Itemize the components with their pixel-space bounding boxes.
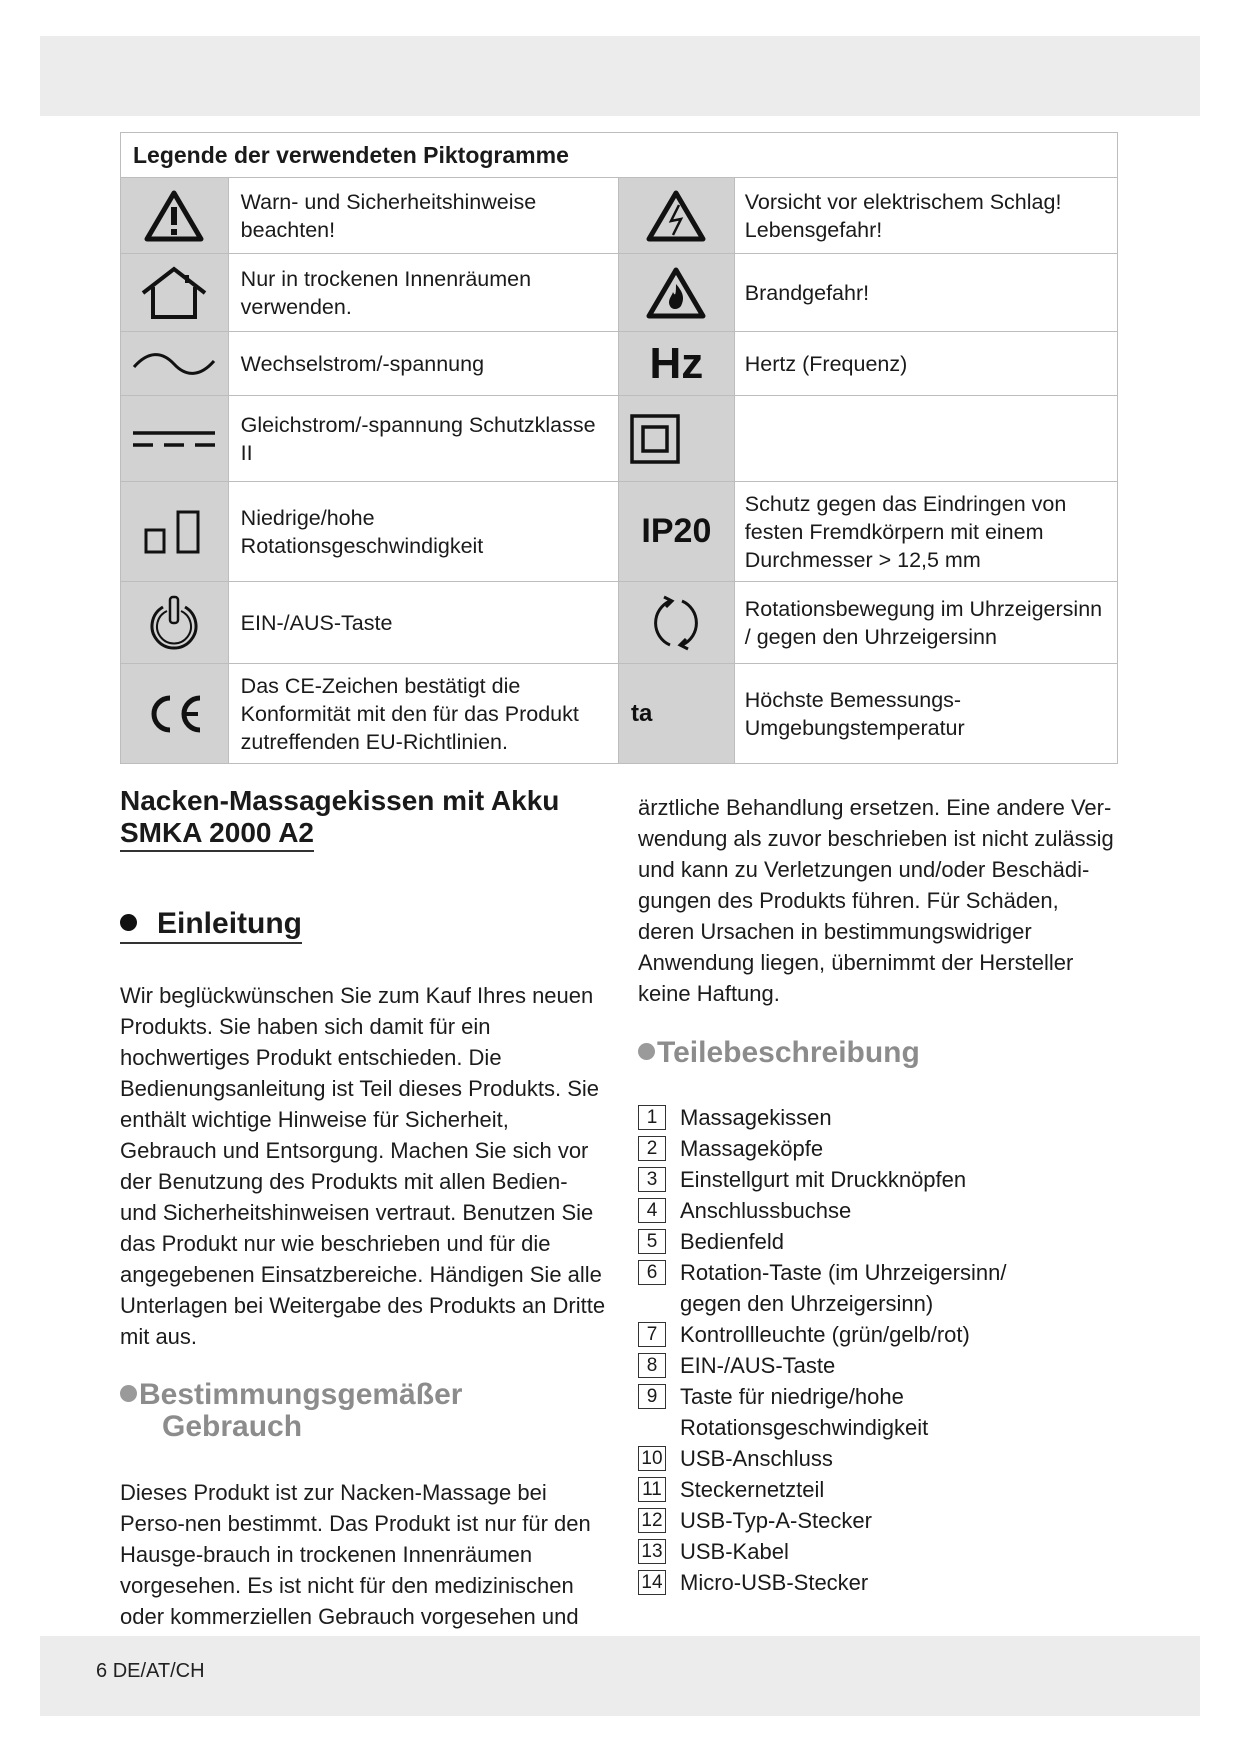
protection-class-ii-icon: [618, 396, 734, 482]
part-number: 9: [638, 1384, 666, 1409]
page-footer: [96, 1660, 205, 1683]
electric-shock-icon: [618, 178, 734, 254]
product-title-line1: Nacken-Massagekissen mit Akku: [120, 785, 560, 816]
legend-text: Rotationsbewegung im Uhrzeigersinn / gegen den Uhrzeigersinn: [734, 582, 1117, 664]
list-item: [638, 1319, 1118, 1350]
intended-use-paragraph-left: Dieses Produkt ist zur Nacken-Massage bei Perso-nen bestimmt. Das Produkt ist nur für den Hausge-brauch in trockenen Innenräumen vorgesehen. Es ist nicht für den medizinischen oder kommerziellen Gebrauch vorgesehen und: [120, 1480, 591, 1629]
legend-text: Warn- und Sicherheitshinweise beachten!: [228, 178, 618, 254]
part-label: USB-Typ-A-Stecker: [680, 1508, 872, 1533]
part-number: 4: [638, 1198, 666, 1223]
part-label: USB-Kabel: [680, 1539, 789, 1564]
ce-mark-icon: [121, 664, 229, 764]
list-item: [638, 1567, 1118, 1598]
legend-text: Das CE-Zeichen bestätigt die Konformität mit den für das Produkt zutreffenden EU-Richtlinien.: [228, 664, 618, 764]
part-number: 13: [638, 1539, 666, 1564]
list-item: [638, 1257, 1040, 1319]
part-label: Micro-USB-Stecker: [680, 1570, 869, 1595]
part-label: Massageköpfe: [680, 1136, 824, 1161]
legend-row: [121, 582, 1118, 664]
dc-icon: [121, 396, 229, 482]
part-label: Rotation-Taste (im Uhrzeigersinn/ gegen den Uhrzeigersinn): [680, 1260, 1007, 1316]
ta-symbol: [618, 664, 734, 764]
product-title: [120, 785, 559, 849]
page-number: 6: [96, 1660, 108, 1682]
part-number: 5: [638, 1229, 666, 1254]
power-icon: [121, 582, 229, 664]
ac-wave-icon: [121, 332, 229, 396]
house-icon: [121, 254, 229, 332]
part-number: 6: [638, 1260, 666, 1285]
product-title-line2: SMKA 2000 A2: [120, 817, 314, 852]
low-high-speed-icon: [121, 482, 229, 582]
part-number: 11: [638, 1477, 666, 1502]
legend-row: [121, 254, 1118, 332]
fire-hazard-icon: [618, 254, 734, 332]
legend-text: Höchste Bemessungs-Umgebungstemperatur: [734, 664, 1117, 764]
hz-symbol-text: Hz: [649, 338, 704, 388]
legend-text: Nur in trockenen Innenräumen verwenden.: [228, 254, 618, 332]
hz-symbol: [618, 332, 734, 396]
part-number: 10: [638, 1446, 666, 1471]
legend-title: Legende der verwendeten Piktogramme: [121, 133, 1118, 178]
part-number: 8: [638, 1353, 666, 1378]
part-label: USB-Anschluss: [680, 1446, 833, 1471]
part-number: 7: [638, 1322, 666, 1347]
part-label: Taste für niedrige/hohe Rotationsgeschwindigkeit: [680, 1384, 929, 1440]
list-item: [638, 1536, 1118, 1567]
list-item: [638, 1474, 1118, 1505]
legend-text: Niedrige/hohe Rotationsgeschwindigkeit: [228, 482, 618, 582]
pictogram-legend-table: [120, 132, 1118, 764]
part-number: 1: [638, 1105, 666, 1130]
legend-text: Vorsicht vor elektrischem Schlag! Lebensgefahr!: [734, 178, 1117, 254]
part-number: 14: [638, 1570, 666, 1595]
list-item: [638, 1102, 1118, 1133]
part-label: Einstellgurt mit Druckknöpfen: [680, 1167, 967, 1192]
list-item: [638, 1133, 1118, 1164]
bullet-icon: [120, 914, 137, 931]
parts-heading: [638, 1037, 920, 1069]
list-item: [638, 1443, 1118, 1474]
parts-heading-text: Teilebeschreibung: [657, 1036, 920, 1069]
legend-text: Gleichstrom/-spannung Schutzklasse II: [228, 396, 618, 482]
legend-text: Hertz (Frequenz): [734, 332, 1117, 396]
intended-use-heading-line2: Gebrauch: [162, 1410, 303, 1443]
part-label: Steckernetzteil: [680, 1477, 825, 1502]
ta-symbol-text: ta: [630, 699, 653, 727]
bullet-icon: [120, 1385, 137, 1402]
legend-row: [121, 482, 1118, 582]
legend-row: [121, 396, 1118, 482]
legend-text: Schutz gegen das Eindringen von festen Fremdkörpern mit einem Durchmesser > 12,5 mm: [734, 482, 1117, 582]
legend-text: [734, 396, 1117, 482]
list-item: [638, 1350, 1118, 1381]
legend-row: [121, 332, 1118, 396]
legend-header-row: [121, 133, 1118, 178]
footer-locale: DE/AT/CH: [112, 1660, 205, 1682]
list-item: [638, 1164, 1118, 1195]
intro-heading: [120, 908, 302, 940]
list-item: [638, 1505, 1118, 1536]
intro-paragraph: Wir beglückwünschen Sie zum Kauf Ihres neuen Produkts. Sie haben sich damit für ein hochwertiges Produkt entschieden. Die Bedienungsanleitung ist Teil dieses Produkts. Sie enthält wichtige Hinweise für Sicherheit, Gebrauch und Entsorgung. Machen Sie sich vor der Benutzung des Produkts mit allen Bedien- und Sicherheitshinweisen vertraut. Benutzen Sie das Produkt nur wie beschrieben und für die angegebenen Einsatzbereiche. Händigen Sie alle Unterlagen bei Weitergabe des Produkts an Dritte mit aus.: [120, 983, 606, 1349]
intended-use-heading: [120, 1379, 462, 1443]
part-number: 3: [638, 1167, 666, 1192]
part-number: 12: [638, 1508, 666, 1533]
part-label: Kontrollleuchte (grün/gelb/rot): [680, 1322, 970, 1347]
intended-use-paragraph-right: ärztliche Behandlung ersetzen. Eine andere Ver-wendung als zuvor beschrieben ist nicht zulässig und kann zu Verletzungen und/oder Beschädi-gungen des Produkts führen. Für Schäden, deren Ursachen in bestimmungswidriger Anwendung liegen, übernimmt der Hersteller keine Haftung.: [638, 795, 1114, 1006]
part-label: Anschlussbuchse: [680, 1198, 852, 1223]
parts-list: [638, 1102, 1118, 1598]
footer-band: [40, 1636, 1200, 1716]
legend-row: [121, 664, 1118, 764]
part-label: Massagekissen: [680, 1105, 832, 1130]
legend-text: EIN-/AUS-Taste: [228, 582, 618, 664]
legend-text: Wechselstrom/-spannung: [228, 332, 618, 396]
legend-row: [121, 178, 1118, 254]
part-number: 2: [638, 1136, 666, 1161]
part-label: Bedienfeld: [680, 1229, 784, 1254]
bullet-icon: [638, 1043, 655, 1060]
list-item: [638, 1195, 1118, 1226]
intended-use-heading-line1: Bestimmungsgemäßer: [139, 1378, 463, 1411]
rotation-icon: [618, 582, 734, 664]
header-band: [40, 36, 1200, 116]
list-item: [638, 1226, 1118, 1257]
warning-triangle-icon: [121, 178, 229, 254]
part-label: EIN-/AUS-Taste: [680, 1353, 836, 1378]
intro-heading-text: Einleitung: [157, 907, 302, 940]
list-item: [638, 1381, 980, 1443]
ip20-symbol-text: IP20: [641, 512, 712, 550]
ip20-symbol: [618, 482, 734, 582]
legend-text: Brandgefahr!: [734, 254, 1117, 332]
